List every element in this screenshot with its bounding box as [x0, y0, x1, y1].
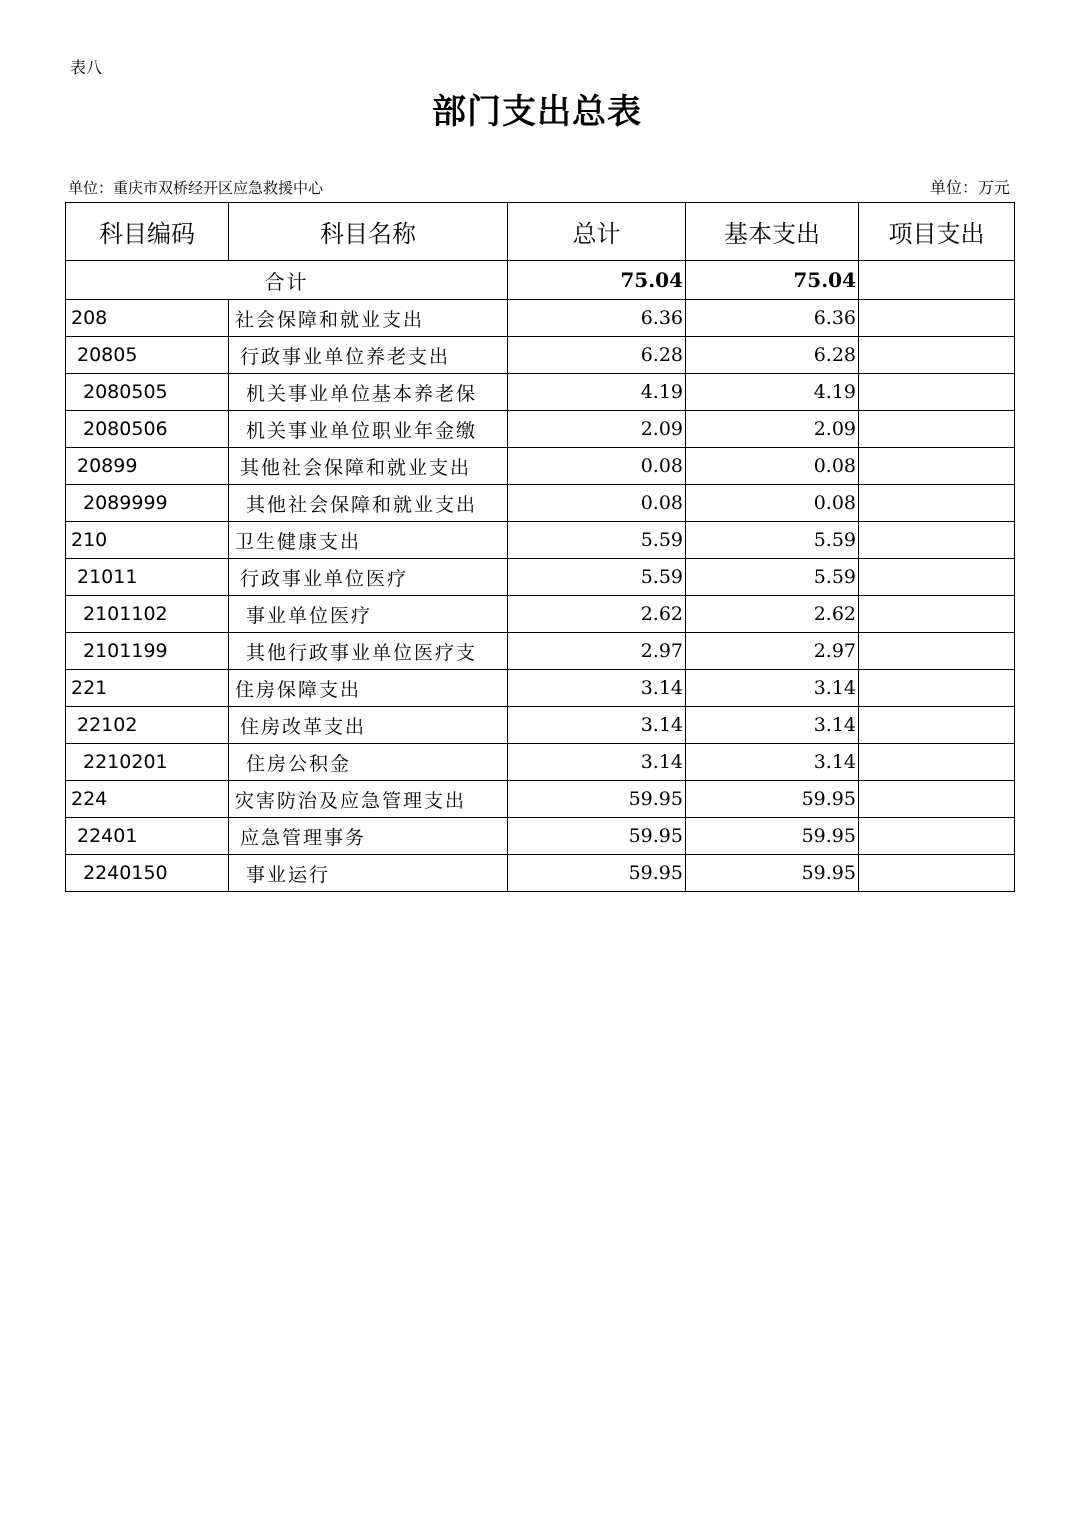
table-row	[66, 818, 1015, 855]
column-header-name: 科目名称	[229, 203, 508, 261]
table-row	[66, 522, 1015, 559]
row-code: 2210201	[66, 744, 229, 781]
row-total: 3.14	[508, 744, 686, 781]
table-row	[66, 855, 1015, 892]
total-amount: 75.04	[508, 261, 686, 300]
row-total: 0.08	[508, 448, 686, 485]
row-basic: 59.95	[686, 855, 859, 892]
table-row	[66, 559, 1015, 596]
row-code: 2089999	[66, 485, 229, 522]
row-name: 机关事业单位基本养老保	[229, 374, 508, 411]
row-code: 210	[66, 522, 229, 559]
table-row	[66, 300, 1015, 337]
row-code: 22401	[66, 818, 229, 855]
row-basic: 4.19	[686, 374, 859, 411]
row-name: 社会保障和就业支出	[229, 300, 508, 337]
row-total: 0.08	[508, 485, 686, 522]
row-total: 59.95	[508, 781, 686, 818]
expenditure-table	[65, 202, 1015, 892]
row-name: 其他社会保障和就业支出	[229, 448, 508, 485]
row-total: 2.97	[508, 633, 686, 670]
row-name: 其他行政事业单位医疗支	[229, 633, 508, 670]
row-basic: 2.97	[686, 633, 859, 670]
row-basic: 5.59	[686, 559, 859, 596]
row-code: 20805	[66, 337, 229, 374]
row-project	[859, 522, 1015, 559]
row-basic: 59.95	[686, 781, 859, 818]
total-row	[66, 261, 1015, 300]
table-number: 表八	[70, 58, 103, 77]
table-row	[66, 744, 1015, 781]
row-basic: 6.28	[686, 337, 859, 374]
row-code: 221	[66, 670, 229, 707]
row-project	[859, 744, 1015, 781]
row-name: 住房改革支出	[229, 707, 508, 744]
row-basic: 6.36	[686, 300, 859, 337]
row-name: 卫生健康支出	[229, 522, 508, 559]
row-name: 其他社会保障和就业支出	[229, 485, 508, 522]
row-basic: 59.95	[686, 818, 859, 855]
column-header-basic: 基本支出	[686, 203, 859, 261]
row-project	[859, 707, 1015, 744]
row-project	[859, 670, 1015, 707]
row-project	[859, 818, 1015, 855]
row-code: 21011	[66, 559, 229, 596]
total-basic: 75.04	[686, 261, 859, 300]
row-project	[859, 559, 1015, 596]
row-name: 行政事业单位养老支出	[229, 337, 508, 374]
column-header-code: 科目编码	[66, 203, 229, 261]
page-title: 部门支出总表	[432, 92, 642, 132]
total-project	[859, 261, 1015, 300]
column-header-project: 项目支出	[859, 203, 1015, 261]
header-row	[66, 203, 1015, 261]
row-total: 6.36	[508, 300, 686, 337]
table-row	[66, 374, 1015, 411]
row-code: 2101199	[66, 633, 229, 670]
row-basic: 3.14	[686, 670, 859, 707]
row-total: 5.59	[508, 559, 686, 596]
row-project	[859, 485, 1015, 522]
row-project	[859, 448, 1015, 485]
row-name: 住房公积金	[229, 744, 508, 781]
row-project	[859, 596, 1015, 633]
row-basic: 0.08	[686, 485, 859, 522]
total-label: 合计	[66, 261, 508, 300]
row-code: 2080505	[66, 374, 229, 411]
row-code: 2101102	[66, 596, 229, 633]
row-code: 2240150	[66, 855, 229, 892]
row-code: 20899	[66, 448, 229, 485]
row-code: 208	[66, 300, 229, 337]
table-row	[66, 707, 1015, 744]
row-project	[859, 855, 1015, 892]
row-project	[859, 781, 1015, 818]
table-row	[66, 670, 1015, 707]
row-name: 机关事业单位职业年金缴	[229, 411, 508, 448]
row-total: 59.95	[508, 855, 686, 892]
row-basic: 3.14	[686, 707, 859, 744]
row-project	[859, 300, 1015, 337]
table-row	[66, 781, 1015, 818]
column-header-total: 总计	[508, 203, 686, 261]
row-total: 3.14	[508, 670, 686, 707]
row-project	[859, 374, 1015, 411]
row-name: 事业单位医疗	[229, 596, 508, 633]
row-name: 行政事业单位医疗	[229, 559, 508, 596]
row-total: 5.59	[508, 522, 686, 559]
table-row	[66, 448, 1015, 485]
row-total: 3.14	[508, 707, 686, 744]
row-project	[859, 633, 1015, 670]
row-total: 2.62	[508, 596, 686, 633]
row-basic: 2.62	[686, 596, 859, 633]
table-row	[66, 337, 1015, 374]
row-basic: 5.59	[686, 522, 859, 559]
row-project	[859, 337, 1015, 374]
row-total: 59.95	[508, 818, 686, 855]
row-total: 4.19	[508, 374, 686, 411]
row-total: 2.09	[508, 411, 686, 448]
row-code: 224	[66, 781, 229, 818]
row-basic: 3.14	[686, 744, 859, 781]
table-row	[66, 485, 1015, 522]
row-code: 2080506	[66, 411, 229, 448]
row-project	[859, 411, 1015, 448]
row-name: 应急管理事务	[229, 818, 508, 855]
unit-organization: 单位：重庆市双桥经开区应急救援中心	[68, 179, 324, 197]
table-row	[66, 411, 1015, 448]
row-name: 事业运行	[229, 855, 508, 892]
row-name: 住房保障支出	[229, 670, 508, 707]
table-row	[66, 633, 1015, 670]
row-basic: 2.09	[686, 411, 859, 448]
table-row	[66, 596, 1015, 633]
unit-currency: 单位：万元	[929, 178, 1010, 197]
row-total: 6.28	[508, 337, 686, 374]
row-basic: 0.08	[686, 448, 859, 485]
row-code: 22102	[66, 707, 229, 744]
row-name: 灾害防治及应急管理支出	[229, 781, 508, 818]
